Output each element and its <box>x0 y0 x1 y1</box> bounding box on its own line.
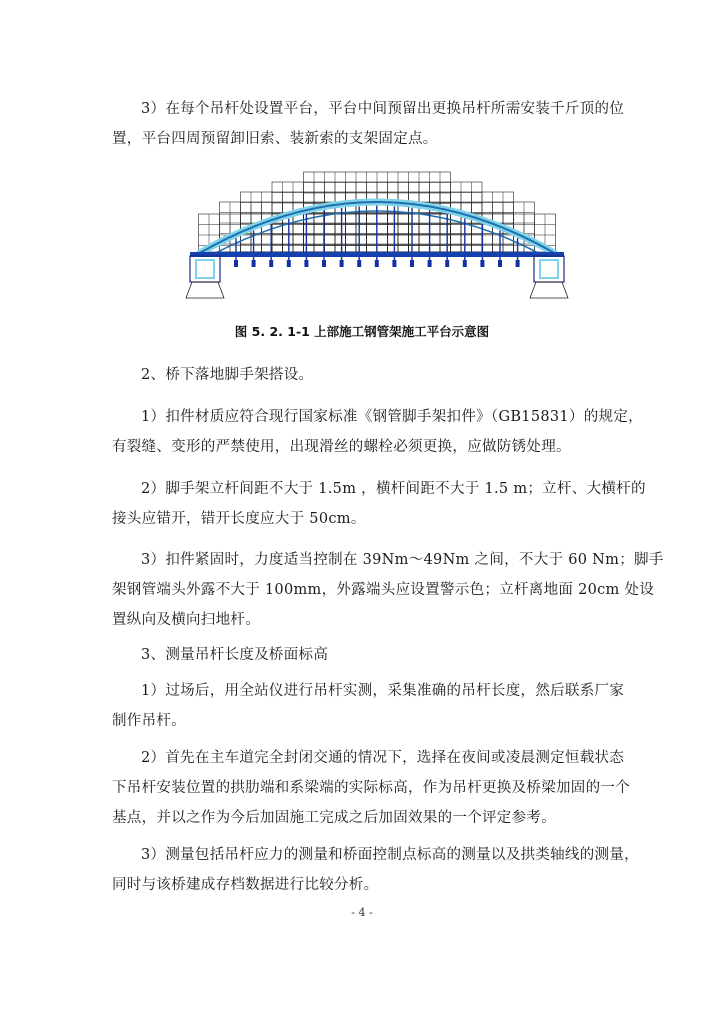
paragraph-line: 同时与该桥建成存档数据进行比较分析。 <box>112 877 379 893</box>
section-heading-2 <box>112 360 624 390</box>
hanger-platform <box>287 260 291 267</box>
left-pier-footing <box>186 282 224 298</box>
hanger-platform <box>304 260 308 267</box>
right-pier-core <box>540 260 558 278</box>
hanger-platform <box>375 260 379 267</box>
paragraph-line: 1）过场后，用全站仪进行吊杆实测，采集准确的吊杆长度，然后联系厂家 <box>141 683 625 699</box>
hanger-platform <box>480 260 484 267</box>
hanger-platform <box>322 260 326 267</box>
hanger-platform <box>252 260 256 267</box>
bridge-scaffold-figure <box>176 168 578 304</box>
paragraph-3-3 <box>112 840 639 900</box>
heading-line: 3、测量吊杆长度及桥面标高 <box>141 647 329 663</box>
paragraph-line: 置，平台四周预留卸旧索、装新索的支架固定点。 <box>112 131 438 147</box>
paragraph-3-1 <box>112 676 624 736</box>
hanger-platform <box>428 260 432 267</box>
paragraph-line: 2）脚手架立杆间距不大于 1.5m ，横杆间距不大于 1.5 m；立杆、大横杆的 <box>141 481 646 497</box>
paragraph-line: 2）首先在主车道完全封闭交通的情况下，选择在夜间或凌晨测定恒载状态 <box>141 750 625 766</box>
paragraph-2-1 <box>112 402 643 462</box>
hanger-platform <box>463 260 467 267</box>
hanger-platform <box>516 260 520 267</box>
heading-line: 2、桥下落地脚手架搭设。 <box>141 367 314 383</box>
figure-caption: 图 5. 2. 1-1 上部施工钢管架施工平台示意图 <box>234 324 490 339</box>
left-pier-core <box>196 260 214 278</box>
hanger-platform <box>340 260 344 267</box>
hanger-platform <box>445 260 449 267</box>
hanger-platform <box>357 260 361 267</box>
paragraph-line: 置纵向及横向扫地杆。 <box>112 612 260 628</box>
paragraph-2-3 <box>112 545 664 635</box>
hanger-platform <box>498 260 502 267</box>
hanger-platform <box>392 260 396 267</box>
hanger-platform <box>410 260 414 267</box>
paragraph-line: 有裂缝、变形的严禁使用，出现滑丝的螺栓必须更换，应做防锈处理。 <box>112 439 571 455</box>
paragraph-line: 基点，并以之作为今后加固施工完成之后加固效果的一个评定参考。 <box>112 810 556 826</box>
paragraph-1 <box>112 94 624 154</box>
bridge-deck <box>190 252 564 257</box>
right-pier-footing <box>530 282 568 298</box>
paragraph-line: 下吊杆安装位置的拱肋端和系梁端的实际标高，作为吊杆更换及桥梁加固的一个 <box>112 780 630 796</box>
paragraph-line: 3）扣件紧固时，力度适当控制在 39Nm～49Nm 之间，不大于 60 Nm；脚手 <box>141 552 664 568</box>
paragraph-line: 接头应错开，错开长度应大于 50cm。 <box>112 511 366 527</box>
paragraph-line: 制作吊杆。 <box>112 713 186 729</box>
hanger-platform <box>234 260 238 267</box>
paragraph-line: 架钢管端头外露不大于 100mm，外露端头应设置警示色；立杆离地面 20cm 处设 <box>112 582 655 598</box>
paragraph-3-2 <box>112 743 630 833</box>
paragraph-line: 3）在每个吊杆处设置平台，平台中间预留出更换吊杆所需安装千斤顶的位 <box>141 101 625 117</box>
hanger-platform <box>269 260 273 267</box>
paragraph-2-2 <box>112 474 646 534</box>
paragraph-line: 3）测量包括吊杆应力的测量和桥面控制点标高的测量以及拱类轴线的测量， <box>141 847 639 863</box>
section-heading-3 <box>112 640 624 670</box>
page-number: - 4 - <box>351 906 373 919</box>
paragraph-line: 1）扣件材质应符合现行国家标准《钢管脚手架扣件》（GB15831）的规定， <box>141 409 643 425</box>
